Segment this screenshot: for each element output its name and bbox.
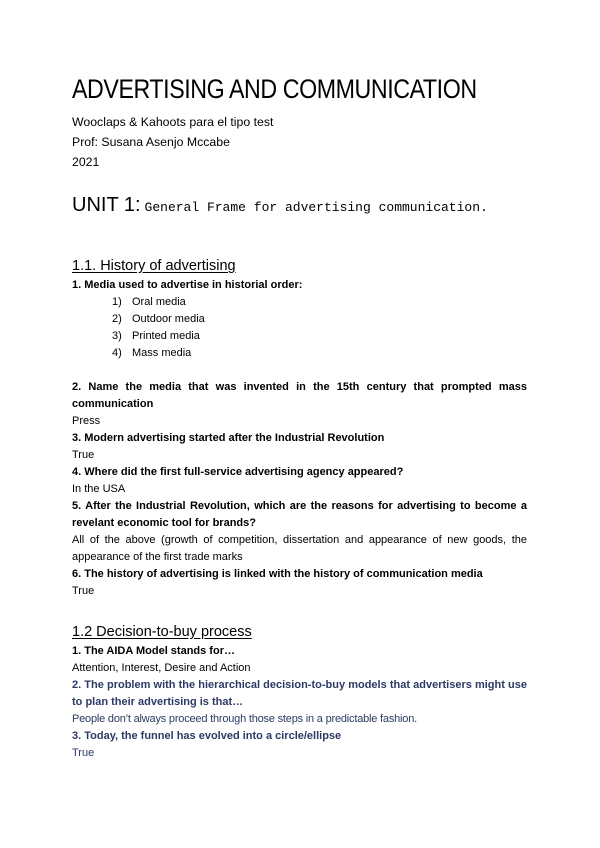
section-title-decision: 1.2 Decision-to-buy process	[72, 624, 252, 640]
answer-3: True	[72, 449, 95, 461]
question-hierarchical: 2. The problem with the hierarchical decision-to-buy models that advertisers might use to plan their advertising is that…	[72, 679, 527, 708]
answer-4: In the USA	[72, 483, 126, 495]
answer-hierarchical: People don’t always proceed through those steps in a predictable fashion.	[72, 713, 417, 725]
document-title: ADVERTISING AND COMMUNICATION	[72, 74, 477, 104]
answer-6: True	[72, 585, 95, 597]
answer-funnel: True	[72, 747, 95, 759]
answer-aida: Attention, Interest, Desire and Action	[72, 662, 251, 674]
question-funnel: 3. Today, the funnel has evolved into a circle/ellipse	[72, 730, 342, 742]
meta-subtitle: Wooclaps & Kahoots para el tipo test	[72, 115, 274, 129]
unit-subtitle: General Frame for advertising communication.	[144, 200, 488, 215]
section-decision-body	[72, 643, 527, 762]
unit-label: UNIT 1:	[72, 194, 141, 216]
question-1: 1. Media used to advertise in historial order:	[72, 279, 303, 291]
question-3: 3. Modern advertising started after the Industrial Revolution	[72, 432, 385, 444]
answer-2: Press	[72, 415, 101, 427]
document-meta	[72, 112, 273, 172]
question-2: 2. Name the media that was invented in the 15th century that prompted mass communication	[72, 381, 527, 410]
question-5: 5. After the Industrial Revolution, which are the reasons for advertising to become a revelant economic tool for brands?	[72, 500, 527, 529]
section-title-history: 1.1. History of advertising	[72, 258, 236, 274]
section-history-body	[72, 277, 527, 600]
question-4: 4. Where did the first full-service advertising agency appeared?	[72, 466, 404, 478]
answer-5: All of the above (growth of competition, dissertation and appearance of new goods, the appearance of the first trade marks	[72, 534, 527, 563]
unit-heading	[72, 194, 488, 217]
list-item: 1) Oral media	[112, 296, 186, 308]
list-item: 2) Outdoor media	[112, 313, 205, 325]
list-item: 4) Mass media	[112, 347, 192, 359]
meta-professor: Prof: Susana Asenjo Mccabe	[72, 135, 230, 149]
list-item: 3) Printed media	[112, 330, 200, 342]
question-6: 6. The history of advertising is linked with the history of communication media	[72, 568, 483, 580]
media-order-list	[72, 294, 527, 362]
question-aida: 1. The AIDA Model stands for…	[72, 645, 235, 657]
meta-year: 2021	[72, 155, 100, 169]
